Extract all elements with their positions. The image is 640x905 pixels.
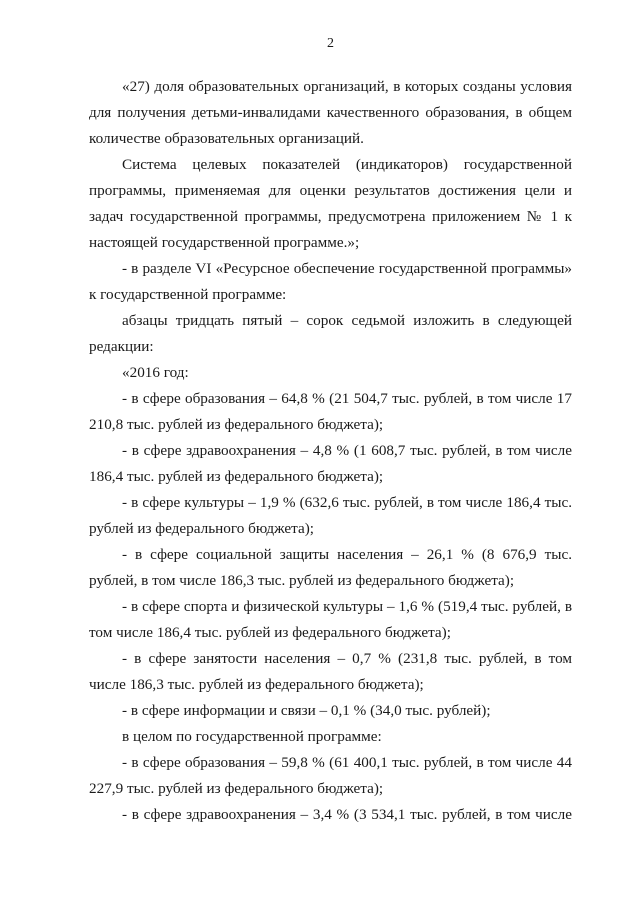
list-item-information-2016: - в сфере информации и связи – 0,1 % (34,0 тыс. рублей); [122, 702, 491, 719]
page-number: 2 [327, 36, 334, 51]
paragraph-program-total: в целом по государственной программе: [122, 728, 382, 745]
list-item-education-total: - в сфере образования – 59,8 % (61 400,1 тыс. рублей, в том числе 44 227,9 тыс. рублей из федерального бюджета); [89, 754, 572, 797]
paragraph-year-2016: «2016 год: [122, 364, 189, 381]
list-item-culture-2016: - в сфере культуры – 1,9 % (632,6 тыс. рублей, в том числе 186,4 тыс. рублей из федерального бюджета); [89, 494, 572, 537]
list-item-healthcare-total: - в сфере здравоохранения – 3,4 % (3 534,1 тыс. рублей, в том числе [122, 806, 572, 823]
paragraph-section-vi: - в разделе VI «Ресурсное обеспечение государственной программы» к государственной программе: [89, 260, 572, 303]
paragraph-amend-instruction: абзацы тридцать пятый – сорок седьмой изложить в следующей редакции: [89, 312, 572, 355]
list-item-employment-2016: - в сфере занятости населения – 0,7 % (231,8 тыс. рублей, в том числе 186,3 тыс. рублей из федерального бюджета); [89, 650, 572, 693]
paragraph-indicator-system: Система целевых показателей (индикаторов) государственной программы, применяемая для оценки результатов достижения цели и задач государственной программы, предусмотрена приложением № 1 к настоящей государственной программе.»; [89, 156, 572, 251]
list-item-education-2016: - в сфере образования – 64,8 % (21 504,7 тыс. рублей, в том числе 17 210,8 тыс. рублей из федерального бюджета); [89, 390, 572, 433]
paragraph-indicator-27: «27) доля образовательных организаций, в которых созданы условия для получения детьми-инвалидами качественного образования, в общем количестве образовательных организаций. [89, 78, 572, 147]
list-item-healthcare-2016: - в сфере здравоохранения – 4,8 % (1 608,7 тыс. рублей, в том числе 186,4 тыс. рублей из федерального бюджета); [89, 442, 572, 485]
list-item-sport-2016: - в сфере спорта и физической культуры – 1,6 % (519,4 тыс. рублей, в том числе 186,4 тыс. рублей из федерального бюджета); [89, 598, 572, 641]
list-item-social-protection-2016: - в сфере социальной защиты населения – 26,1 % (8 676,9 тыс. рублей, в том числе 186,3 тыс. рублей из федерального бюджета); [89, 546, 572, 589]
